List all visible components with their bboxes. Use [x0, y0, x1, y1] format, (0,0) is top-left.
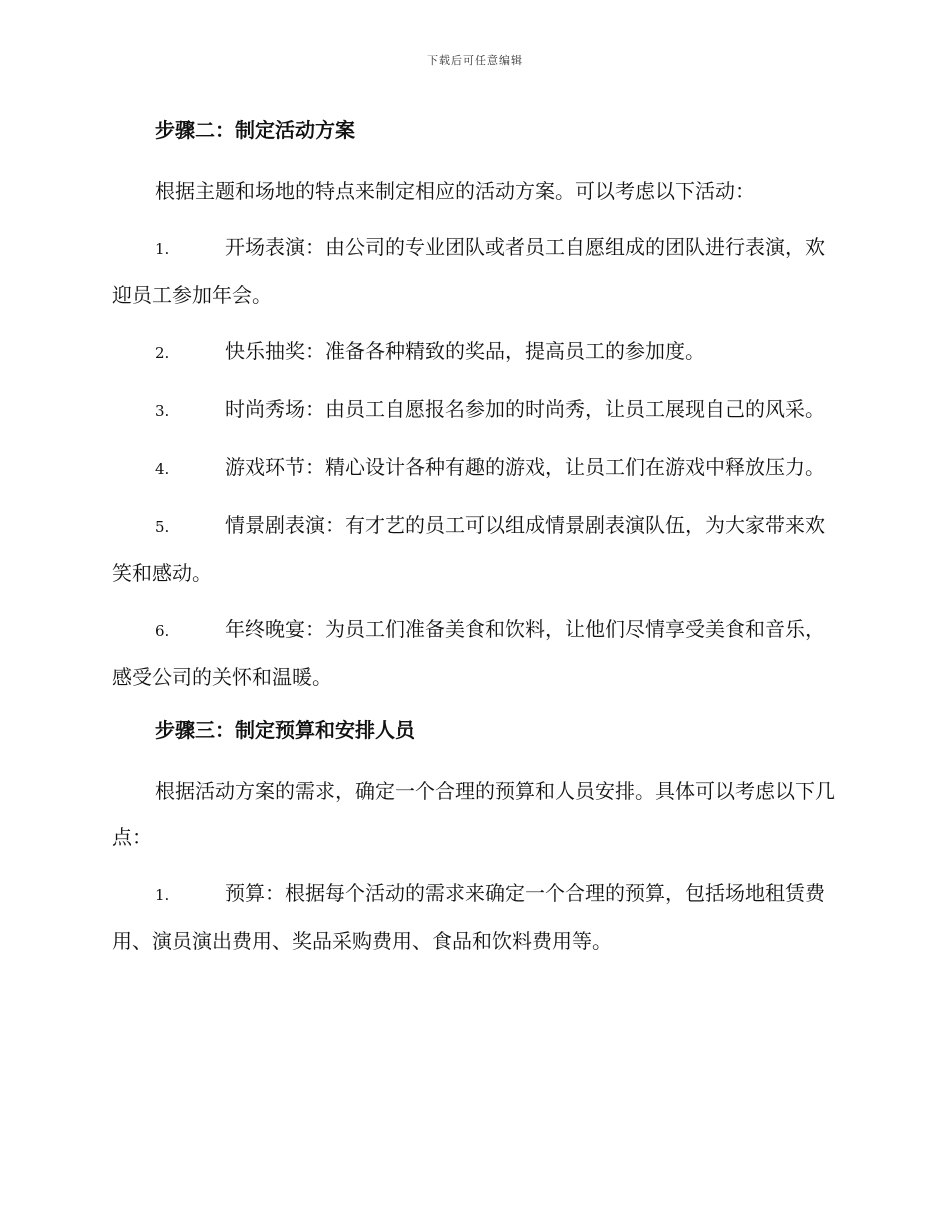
step3-heading: 步骤三：制定预算和安排人员 [155, 718, 415, 742]
list-item-text: 快乐抽奖：准备各种精致的奖品，提高员工的参加度。 [225, 339, 705, 363]
list-item [112, 328, 836, 376]
list-item-text: 情景剧表演：有才艺的员工可以组成情景剧表演队伍，为大家带来欢笑和感动。 [112, 513, 825, 585]
list-item-number: 3. [155, 402, 170, 420]
list-item [112, 444, 836, 492]
list-item-text: 游戏环节：精心设计各种有趣的游戏，让员工们在游戏中释放压力。 [225, 455, 825, 479]
list-item-number: 1. [155, 240, 170, 258]
document-body [112, 110, 836, 974]
step3-intro: 根据活动方案的需求，确定一个合理的预算和人员安排。具体可以考虑以下几点： [112, 779, 835, 849]
step2-heading: 步骤二：制定活动方案 [155, 118, 355, 142]
list-item [112, 870, 836, 964]
list-item-text: 年终晚宴：为员工们准备美食和饮料，让他们尽情享受美食和音乐，感受公司的关怀和温暖。 [112, 617, 825, 689]
list-item [112, 606, 836, 700]
list-item-text: 预算：根据每个活动的需求来确定一个合理的预算，包括场地租赁费用、演员演出费用、奖品采购费用、食品和饮料费用等。 [112, 881, 825, 953]
list-item [112, 502, 836, 596]
list-item-number: 4. [155, 460, 170, 478]
list-item [112, 386, 836, 434]
page-header-note: 下载后可任意编辑 [427, 54, 523, 67]
list-item-number: 5. [155, 518, 170, 536]
list-item-number: 6. [155, 622, 170, 640]
step2-intro: 根据主题和场地的特点来制定相应的活动方案。可以考虑以下活动： [155, 179, 755, 203]
list-item-text: 开场表演：由公司的专业团队或者员工自愿组成的团队进行表演，欢迎员工参加年会。 [112, 235, 825, 307]
list-item-number: 1. [155, 886, 170, 904]
list-item [112, 224, 836, 318]
list-item-text: 时尚秀场：由员工自愿报名参加的时尚秀，让员工展现自己的风采。 [225, 397, 825, 421]
list-item-number: 2. [155, 344, 170, 362]
